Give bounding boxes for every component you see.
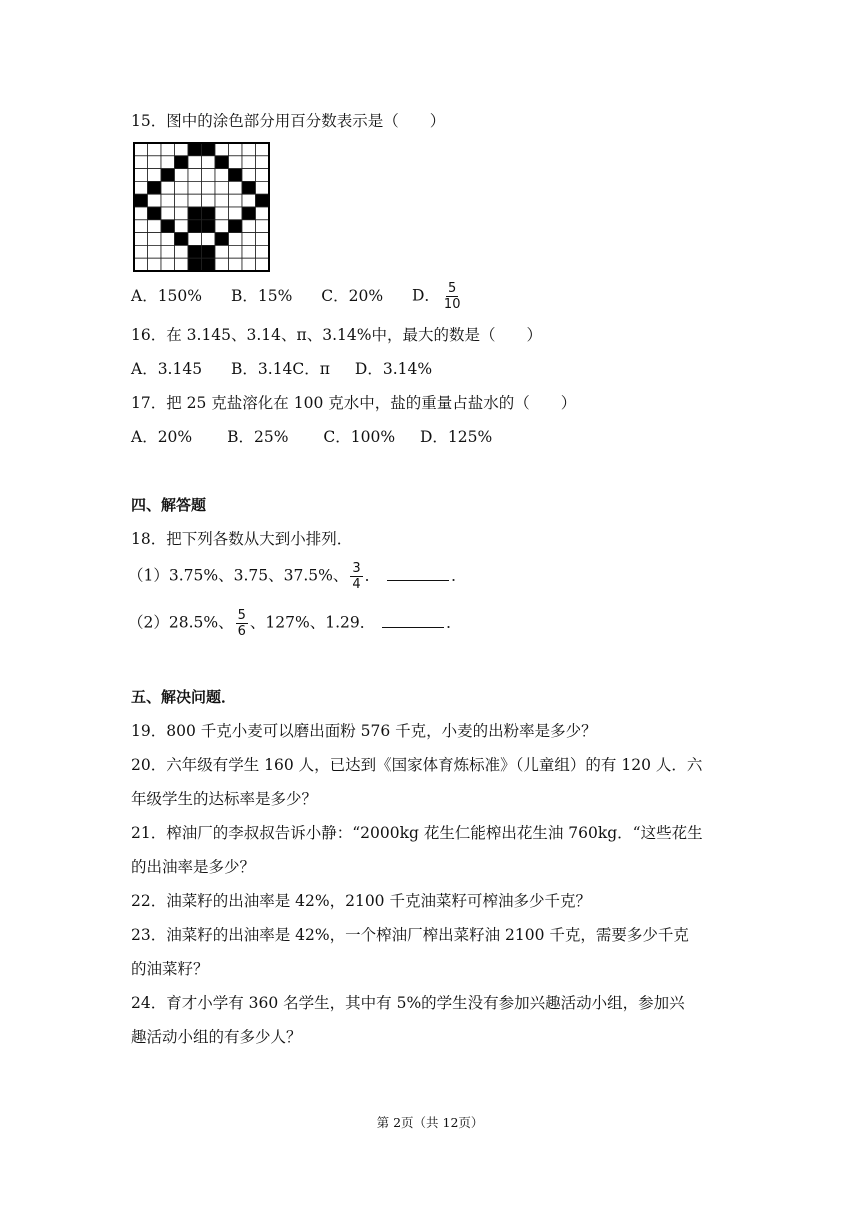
- grid-cell-shaded: [202, 220, 216, 233]
- grid-cell: [215, 220, 229, 233]
- q16-option-a[interactable]: A．3.145: [131, 360, 203, 378]
- grid-cell: [229, 143, 243, 156]
- q18-part2-answer-blank[interactable]: [382, 613, 444, 628]
- grid-cell-shaded: [161, 169, 175, 182]
- grid-cell: [188, 194, 202, 207]
- grid-cell: [134, 245, 148, 258]
- grid-cell: [202, 233, 216, 246]
- q16-options: [131, 358, 456, 380]
- grid-cell-shaded: [202, 245, 216, 258]
- q18-part2-fraction: [236, 609, 248, 638]
- grid-cell: [188, 233, 202, 246]
- grid-cell: [256, 207, 270, 220]
- grid-cell: [256, 143, 270, 156]
- q18-stem: 18．把下列各数从大到小排列．: [131, 530, 353, 548]
- grid-cell-shaded: [215, 156, 229, 169]
- grid-cell: [148, 143, 162, 156]
- q18-part1-period: ．: [364, 566, 381, 585]
- grid-cell-shaded: [148, 181, 162, 194]
- grid-cell: [256, 169, 270, 182]
- grid-cell: [148, 258, 162, 271]
- grid-cell: [215, 194, 229, 207]
- grid-cell: [242, 258, 256, 271]
- grid-cell: [161, 207, 175, 220]
- grid-cell: [134, 143, 148, 156]
- grid-cell: [148, 220, 162, 233]
- grid-cell: [256, 156, 270, 169]
- q15-option-d[interactable]: [412, 282, 464, 311]
- grid-cell: [134, 233, 148, 246]
- grid-cell: [175, 207, 189, 220]
- grid-cell: [148, 245, 162, 258]
- q21-line2: 的出油率是多少？: [131, 858, 256, 876]
- q18-part2-end: ．: [446, 613, 462, 632]
- grid-cell: [242, 220, 256, 233]
- grid-cell: [202, 194, 216, 207]
- grid-cell-shaded: [148, 207, 162, 220]
- grid-cell: [188, 169, 202, 182]
- grid-cell: [229, 245, 243, 258]
- grid-cell: [134, 156, 148, 169]
- grid-cell: [215, 169, 229, 182]
- grid-cell: [175, 245, 189, 258]
- grid-cell: [175, 181, 189, 194]
- grid-cell: [161, 194, 175, 207]
- grid-cell: [175, 258, 189, 271]
- q18-part2-numbers-b: 、127%、1.29．: [249, 613, 376, 632]
- q17-option-a[interactable]: A．20%: [131, 428, 193, 446]
- grid-cell: [242, 194, 256, 207]
- grid-cell: [175, 169, 189, 182]
- grid-cell: [202, 169, 216, 182]
- q15-option-d-fraction: [442, 282, 463, 311]
- grid-cell: [256, 233, 270, 246]
- q22-text: 22．油菜籽的出油率是 42%，2100 千克油菜籽可榨油多少千克？: [131, 892, 591, 910]
- grid-cell: [256, 245, 270, 258]
- q24-line2: 趣活动小组的有多少人？: [131, 1028, 302, 1046]
- q18-part1-end: ．: [451, 566, 467, 585]
- grid-cell-shaded: [188, 245, 202, 258]
- grid-cell: [175, 194, 189, 207]
- q15-grid-figure: [133, 142, 270, 272]
- grid-cell: [134, 220, 148, 233]
- grid-cell-shaded: [242, 207, 256, 220]
- q18-part1-numbers: （1）3.75%、3.75、37.5%、: [128, 566, 349, 585]
- fraction-denominator: 6: [237, 624, 246, 639]
- grid-cell: [148, 156, 162, 169]
- grid-cell: [148, 194, 162, 207]
- grid-cell: [229, 207, 243, 220]
- q17-option-c[interactable]: C．100%: [323, 428, 396, 446]
- grid-cell-shaded: [175, 156, 189, 169]
- section-4-heading: 四、解答题: [131, 496, 207, 514]
- grid-cell: [242, 169, 256, 182]
- grid-cell: [229, 156, 243, 169]
- grid-cell: [161, 143, 175, 156]
- section-5-heading: 五、解决问题．: [131, 688, 237, 706]
- grid-cell: [134, 169, 148, 182]
- q24-line1: 24．育才小学有 360 名学生，其中有 5%的学生没有参加兴趣活动小组，参加兴: [131, 994, 685, 1012]
- grid-cell-shaded: [202, 143, 216, 156]
- grid-cell: [229, 233, 243, 246]
- grid-cell: [256, 220, 270, 233]
- q15-option-c[interactable]: C．20%: [321, 286, 384, 305]
- q17-option-d[interactable]: D．125%: [420, 428, 493, 446]
- grid-cell-shaded: [256, 194, 270, 207]
- grid-cell: [229, 258, 243, 271]
- grid-cell: [256, 258, 270, 271]
- q18-part2-numbers-a: （2）28.5%、: [128, 613, 234, 632]
- grid-cell: [148, 169, 162, 182]
- grid-cell: [188, 181, 202, 194]
- q18-part1-fraction: [350, 562, 362, 591]
- q17-stem: 17．把 25 克盐溶化在 100 克水中，盐的重量占盐水的（ ）: [131, 394, 577, 412]
- grid-cell-shaded: [188, 207, 202, 220]
- grid-cell: [134, 181, 148, 194]
- grid-cell-shaded: [229, 220, 243, 233]
- grid-cell-shaded: [188, 258, 202, 271]
- grid-cell: [161, 258, 175, 271]
- q18-part2: [128, 609, 462, 638]
- q23-line1: 23．油菜籽的出油率是 42%，一个榨油厂榨出菜籽油 2100 千克，需要多少千克: [131, 926, 689, 944]
- grid-cell-shaded: [161, 220, 175, 233]
- grid-cell: [202, 181, 216, 194]
- grid-cell: [215, 245, 229, 258]
- q15-option-d-label: D．: [411, 286, 440, 305]
- grid-cell: [175, 220, 189, 233]
- grid-cell: [202, 156, 216, 169]
- q18-part1-answer-blank[interactable]: [387, 566, 449, 581]
- grid-cell: [188, 156, 202, 169]
- grid-cell-shaded: [229, 169, 243, 182]
- q23-line2: 的油菜籽？: [131, 960, 209, 978]
- grid-cell: [229, 181, 243, 194]
- grid-cell: [256, 181, 270, 194]
- grid-cell: [242, 245, 256, 258]
- grid-cell-shaded: [134, 194, 148, 207]
- q17-options: [131, 426, 516, 448]
- grid-cell: [134, 207, 148, 220]
- grid-cell: [161, 181, 175, 194]
- q20-line1: 20．六年级有学生 160 人，已达到《国家体育炼标准》（儿童组）的有 120 人．六: [131, 756, 703, 774]
- q15-option-a[interactable]: A．150%: [131, 286, 203, 305]
- page-footer: 第 2页（共 12页）: [376, 1115, 484, 1130]
- grid-cell: [148, 233, 162, 246]
- q16-option-bc[interactable]: B．3.14C．π: [231, 360, 330, 378]
- q15-stem: 15．图中的涂色部分用百分数表示是（ ）: [131, 112, 446, 130]
- grid-cell: [134, 258, 148, 271]
- q20-line2: 年级学生的达标率是多少？: [131, 790, 318, 808]
- q16-stem: 16．在 3.145、3.14、π、3.14%中，最大的数是（ ）: [131, 326, 542, 344]
- grid-cell: [242, 233, 256, 246]
- grid-cell: [215, 207, 229, 220]
- fraction-numerator: 3: [352, 561, 361, 576]
- grid-cell: [229, 194, 243, 207]
- fraction-denominator: 10: [443, 297, 461, 312]
- fraction-numerator: 5: [448, 281, 457, 296]
- grid-cell: [161, 233, 175, 246]
- fraction-denominator: 4: [352, 577, 361, 592]
- grid-cell-shaded: [202, 207, 216, 220]
- fraction-numerator: 5: [237, 608, 246, 623]
- q16-option-d[interactable]: D．3.14%: [354, 360, 433, 378]
- grid-cell-shaded: [188, 220, 202, 233]
- grid-cell: [242, 156, 256, 169]
- q17-option-b[interactable]: B．25%: [227, 428, 289, 446]
- grid-cell: [161, 156, 175, 169]
- grid-cell: [175, 143, 189, 156]
- grid-cell-shaded: [175, 233, 189, 246]
- grid-cell: [215, 258, 229, 271]
- grid-cell: [242, 143, 256, 156]
- q21-line1: 21．榨油厂的李叔叔告诉小静：“2000kg 花生仁能榨出花生油 760kg．“这些花生: [131, 824, 703, 842]
- grid-cell: [161, 245, 175, 258]
- grid-cell: [215, 143, 229, 156]
- grid-cell: [215, 181, 229, 194]
- grid-cell-shaded: [202, 258, 216, 271]
- grid-cell-shaded: [242, 181, 256, 194]
- grid-cell-shaded: [215, 233, 229, 246]
- q15-options: [131, 282, 488, 311]
- q19-text: 19．800 千克小麦可以磨出面粉 576 千克，小麦的出粉率是多少？: [131, 722, 597, 740]
- q15-option-b[interactable]: B．15%: [230, 286, 293, 305]
- grid-cell-shaded: [188, 143, 202, 156]
- q18-part1: [128, 562, 467, 591]
